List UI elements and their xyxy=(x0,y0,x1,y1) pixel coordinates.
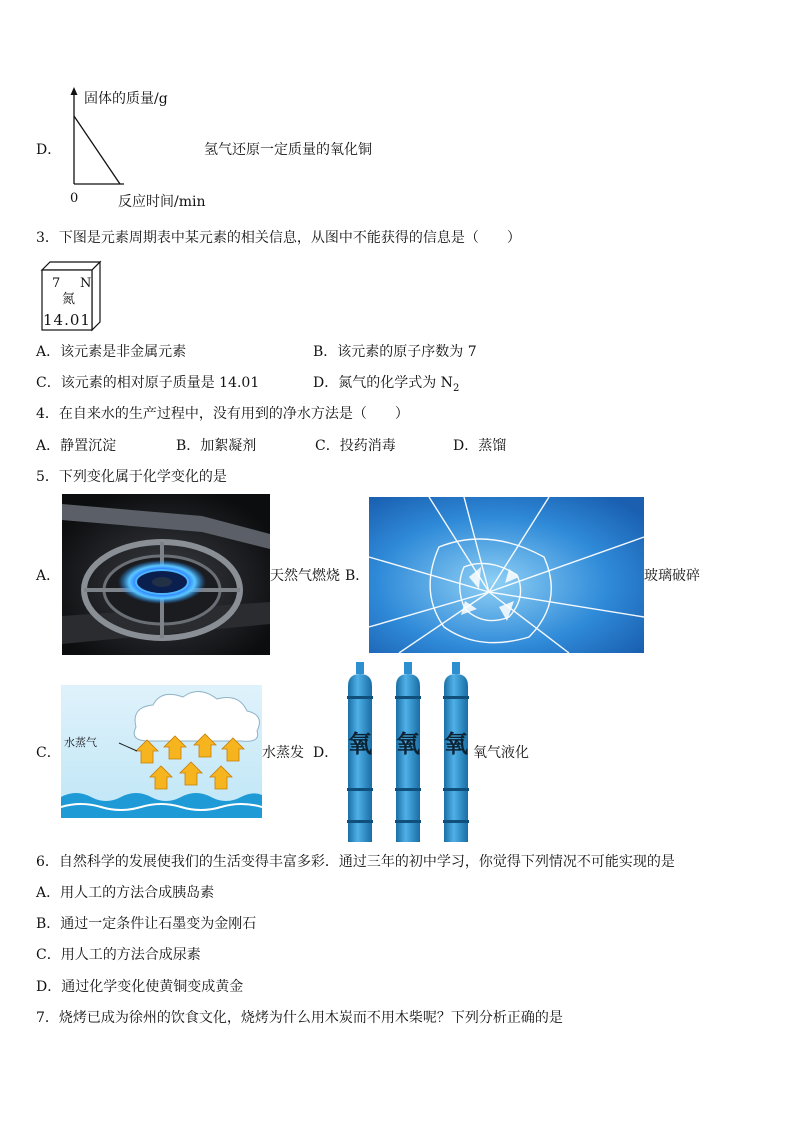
y-axis-arrow xyxy=(71,87,78,95)
q6-option-a: A．用人工的方法合成胰岛素 xyxy=(36,885,215,901)
q4-option-a: A．静置沉淀 xyxy=(36,438,117,454)
q7-stem: 7．烧烤已成为徐州的饮食文化，烧烤为什么用木炭而不用木柴呢？下列分析正确的是 xyxy=(36,1010,563,1026)
q3-option-d xyxy=(313,374,459,398)
q3-option-d-subscript: 2 xyxy=(452,382,460,394)
q4-option-c: C．投药消毒 xyxy=(315,438,396,454)
q6-stem: 6．自然科学的发展使我们的生活变得丰富多彩．通过三年的初中学习，你觉得下列情况不可能实现的是 xyxy=(36,854,675,870)
q5-stem: 5．下列变化属于化学变化的是 xyxy=(36,469,227,485)
q2-y-axis-label: 固体的质量/g xyxy=(84,91,168,107)
q4-stem: 4．在自来水的生产过程中，没有用到的净水方法是（ ） xyxy=(36,406,409,422)
q2-option-d-letter: D． xyxy=(36,142,62,158)
q3-option-c: C．该元素的相对原子质量是 14.01 xyxy=(36,375,260,391)
element-number: 7 xyxy=(52,276,61,291)
q5-option-c-caption: 水蒸发 xyxy=(262,745,304,761)
q5-option-d-letter: D． xyxy=(313,745,339,761)
q2-option-d-description: 氢气还原一定质量的氧化铜 xyxy=(204,142,372,158)
cylinder-label-2: 氧 xyxy=(396,729,420,758)
broken-glass-image xyxy=(369,497,644,653)
element-name: 氮 xyxy=(62,292,76,307)
q5-option-b-letter: B． xyxy=(345,568,370,584)
q5-option-d-caption: 氧气液化 xyxy=(473,745,529,761)
q4-option-d: D．蒸馏 xyxy=(453,438,507,454)
q2-x-axis-label: 反应时间/min xyxy=(118,194,206,210)
q5-option-a-caption: 天然气燃烧 xyxy=(270,568,340,584)
water-vapor-label: 水蒸气 xyxy=(64,736,97,749)
q3-option-b: B．该元素的原子序数为 7 xyxy=(313,344,477,360)
series-line xyxy=(74,116,120,184)
cylinder-label-3: 氧 xyxy=(444,729,468,758)
q5-option-a-letter: A． xyxy=(36,568,61,584)
q2-origin: 0 xyxy=(70,191,79,206)
q6-option-d: D．通过化学变化使黄铜变成黄金 xyxy=(36,979,244,995)
q6-option-b: B．通过一定条件让石墨变为金刚石 xyxy=(36,916,257,932)
q5-option-c-letter: C． xyxy=(36,745,61,761)
q4-option-b: B．加絮凝剂 xyxy=(176,438,257,454)
q6-option-c: C．用人工的方法合成尿素 xyxy=(36,947,201,963)
gas-stove-image xyxy=(62,494,270,655)
q5-option-b-caption: 玻璃破碎 xyxy=(644,568,700,584)
q3-stem: 3．下图是元素周期表中某元素的相关信息，从图中不能获得的信息是（ ） xyxy=(36,230,521,246)
element-symbol: N xyxy=(80,276,92,291)
q3-option-a: A．该元素是非金属元素 xyxy=(36,344,187,360)
q3-option-d-text: D．氮气的化学式为 N xyxy=(313,375,453,391)
element-mass: 14.01 xyxy=(43,311,91,329)
cylinder-label-1: 氧 xyxy=(348,729,372,758)
